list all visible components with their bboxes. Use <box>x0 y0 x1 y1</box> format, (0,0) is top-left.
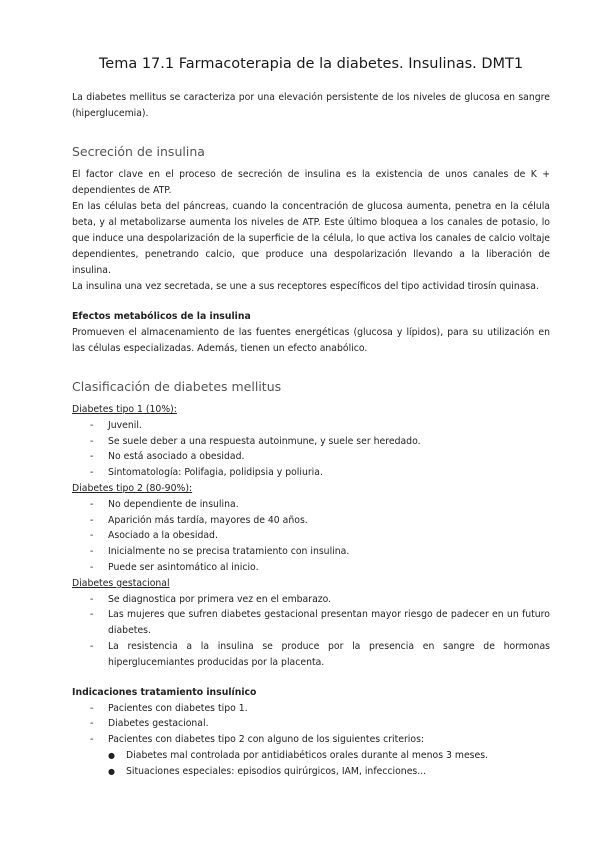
list-item: - Sintomatología: Polifagia, polidipsia y poliuria. <box>90 465 550 481</box>
list-item: - No está asociado a obesidad. <box>90 449 550 465</box>
list-item: - Las mujeres que sufren diabetes gestacional presentan mayor riesgo de padecer en un futuro diabetes. <box>90 607 550 639</box>
subheading-indicaciones: Indicaciones tratamiento insulínico <box>72 686 257 698</box>
list-item: - Se suele deber a una respuesta autoinmune, y suele ser heredado. <box>90 434 550 450</box>
tipo2-list <box>72 497 550 576</box>
list-item: - No dependiente de insulina. <box>90 497 550 513</box>
secrecion-paragraph-1: El factor clave en el proceso de secreción de insulina es la existencia de unos canales de K + dependientes de ATP. <box>72 169 550 196</box>
bullet-item: ● Diabetes mal controlada por antidiabéticos orales durante al menos 3 meses. <box>108 748 550 764</box>
tipo2-label: Diabetes tipo 2 (80-90%): <box>72 482 193 494</box>
section-heading-clasificacion: Clasificación de diabetes mellitus <box>72 379 282 394</box>
list-item: - Juvenil. <box>90 418 550 434</box>
page-title: Tema 17.1 Farmacoterapia de la diabetes. Insulinas. DMT1 <box>98 56 524 72</box>
gestacional-list <box>72 592 550 671</box>
list-item: - Se diagnostica por primera vez en el embarazo. <box>90 592 550 608</box>
secrecion-paragraph-3: La insulina una vez secretada, se une a sus receptores específicos del tipo actividad tirosín quinasa. <box>72 281 539 292</box>
list-item: - Puede ser asintomático al inicio. <box>90 560 550 576</box>
list-item: - Pacientes con diabetes tipo 1. <box>90 701 550 717</box>
list-item: - Aparición más tardía, mayores de 40 años. <box>90 513 550 529</box>
indicaciones-list <box>72 701 550 748</box>
list-item: - La resistencia a la insulina se produce por la presencia en sangre de hormonas hiperglucemiantes producidas por la placenta. <box>90 639 550 671</box>
tipo1-label: Diabetes tipo 1 (10%): <box>72 404 177 415</box>
secrecion-paragraph-2: En las células beta del páncreas, cuando la concentración de glucosa aumenta, penetra en la célula beta, y al metabolizarse aumenta los niveles de ATP. Este último bloquea a los canales de potasio, lo que induce una despolarización de la superficie de la célula, lo que activa los canales de calcio voltaje dependientes, penetrando calcio, que produce una despolarización llevando a la liberación de insulina. <box>72 201 550 276</box>
list-item: - Pacientes con diabetes tipo 2 con alguno de los siguientes criterios: <box>90 732 550 748</box>
gestacional-label: Diabetes gestacional <box>72 577 170 589</box>
list-item: - Diabetes gestacional. <box>90 716 550 732</box>
intro-paragraph: La diabetes mellitus se caracteriza por una elevación persistente de los niveles de glucosa en sangre (hiperglucemia). <box>72 92 550 119</box>
tipo1-list <box>72 418 550 481</box>
section-heading-secrecion: Secreción de insulina <box>72 144 205 159</box>
subheading-efectos: Efectos metabólicos de la insulina <box>72 311 251 322</box>
efectos-paragraph: Promueven el almacenamiento de las fuentes energéticas (glucosa y lípidos), para su utilización en las células especializadas. Además, tienen un efecto anabólico. <box>72 327 550 354</box>
list-item: - Asociado a la obesidad. <box>90 528 550 544</box>
indicaciones-sublist <box>72 748 550 780</box>
list-item: - Inicialmente no se precisa tratamiento con insulina. <box>90 544 550 560</box>
bullet-item: ● Situaciones especiales: episodios quirúrgicos, IAM, infecciones... <box>108 764 550 780</box>
